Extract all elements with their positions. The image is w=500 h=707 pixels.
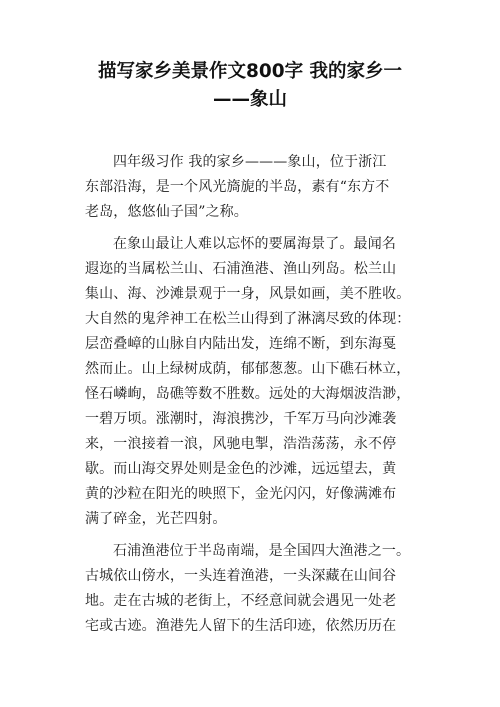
text-line: 石浦渔港位于半岛南端，是全国四大渔港之一。 [113, 543, 411, 559]
text-line: 老岛，悠悠仙子国”之称。 [85, 204, 248, 220]
document-body [85, 150, 435, 646]
title-line-1: 描写家乡美景作文800字 我的家乡一 [97, 61, 403, 82]
text-line: 四年级习作 我的家乡———象山，位于浙江 [113, 154, 387, 170]
text-line: 东部沿海，是一个风光旖旎的半岛，素有“东方不 [85, 179, 390, 195]
text-line: 地。走在古城的老街上，不经意间就会遇见一处老 [85, 593, 397, 609]
text-line: 怪石嶙峋，岛礁等数不胜数。远处的大海烟波浩渺， [85, 386, 411, 402]
text-line: 集山、海、沙滩景观于一身，风景如画，美不胜收。 [85, 286, 411, 302]
text-line: 在象山最让人难以忘怀的要属海景了。最闻名 [113, 236, 396, 252]
paragraph-1 [85, 150, 435, 225]
text-line: 黄的沙粒在阳光的映照下，金光闪闪，好像满滩布 [85, 486, 397, 502]
text-line: 大自然的鬼斧神工在松兰山得到了淋漓尽致的体现： [85, 311, 411, 327]
text-line: 遐迩的当属松兰山、石浦渔港、渔山列岛。松兰山 [85, 261, 397, 277]
title-line-2: ——象山 [212, 89, 287, 110]
text-line: 古城依山傍水，一头连着渔港，一头深藏在山间谷 [85, 568, 397, 584]
text-line: 宅或古迹。渔港先人留下的生活印迹，依然历历在 [85, 618, 397, 634]
text-line: 满了碎金，光芒四射。 [85, 511, 227, 527]
paragraph-3 [85, 539, 435, 639]
text-line: 一碧万顷。涨潮时，海浪携沙，千军万马向沙滩袭 [85, 411, 397, 427]
text-line: 歇。而山海交界处则是金色的沙滩，远远望去，黄 [85, 461, 397, 477]
text-line: 来，一浪接着一浪，风驰电掣，浩浩荡荡，永不停 [85, 436, 397, 452]
text-line: 层峦叠嶂的山脉自内陆出发，连绵不断，到东海戛 [85, 336, 397, 352]
paragraph-2 [85, 232, 435, 532]
text-line: 然而止。山上绿树成荫，郁郁葱葱。山下礁石林立， [85, 361, 411, 377]
document-title [70, 58, 430, 114]
